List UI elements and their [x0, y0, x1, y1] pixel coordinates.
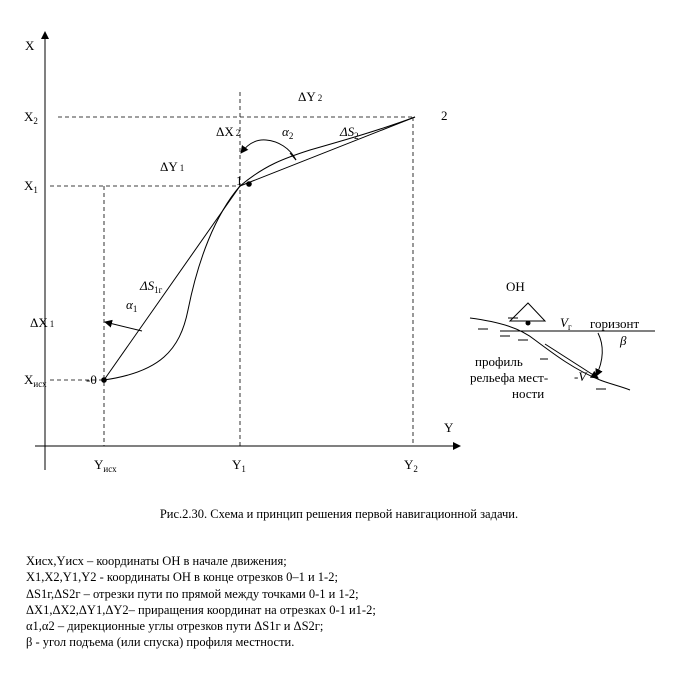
legend-line: ΔX1,ΔX2,ΔY1,ΔY2– приращения координат на отрезках 0-1 и1-2;: [26, 602, 376, 617]
legend-line: Xисх,Yисх – координаты ОН в начале движения;: [26, 554, 287, 568]
inset-profile-line-3: ности: [512, 386, 545, 401]
tick-x2: $X_2$: [24, 109, 38, 126]
alpha2-label: $\alpha_2$: [282, 124, 294, 141]
inset-velocity-g-label: $V_г$: [560, 315, 572, 332]
inset-beta-label: β: [620, 333, 627, 348]
y-axis-label: Y: [444, 420, 454, 435]
segment-1-2: [240, 117, 415, 186]
beta-arc: [596, 333, 602, 376]
dashed-guides: [50, 92, 415, 446]
point-1-dot: [246, 181, 252, 187]
figure-caption: Рис.2.30. Схема и принцип решения первой навигационной задачи.: [159, 507, 519, 521]
tick-yisx: $Y_{исх}$: [94, 457, 117, 474]
ds2-label: $\Delta S_2$: [340, 124, 359, 141]
tick-y2: $Y_2$: [404, 457, 418, 474]
delta-y1-label: ΔY 1: [160, 159, 185, 174]
delta-y2-label: ΔY 2: [298, 89, 323, 104]
legend-line: β - угол подъема (или спуска) профиля местности.: [26, 635, 295, 650]
legend: [26, 553, 376, 651]
inset-object-label: ОН: [506, 279, 525, 294]
point-0-dot: [101, 377, 107, 383]
tick-x1: $X_1$: [24, 178, 38, 195]
inset-profile-line-1: профиль: [475, 354, 523, 369]
legend-line: α1,α2 – дирекционные углы отрезков пути ΔS1г и ΔS2г;: [26, 619, 324, 634]
inset-horizon-label: горизонт: [590, 316, 640, 331]
delta-x2-label: ΔX 2: [216, 124, 241, 139]
legend-line: X1,X2,Y1,Y2 - координаты ОН в конце отрезков 0–1 и 1-2;: [26, 570, 338, 585]
alpha1-arrow: [105, 322, 142, 331]
inset-velocity-label: -V: [574, 369, 587, 384]
point-2-label: 2: [441, 108, 448, 123]
vehicle-center-dot: [526, 321, 531, 326]
delta-x1-label: ΔX 1: [30, 315, 55, 330]
point-1-label: 1: [236, 173, 243, 188]
tick-xisx: $X_{исх}$: [24, 372, 47, 389]
slope-inset: [470, 279, 655, 401]
velocity-arrow: [545, 344, 598, 378]
x-axis-label: X: [25, 38, 35, 53]
alpha1-label: $\alpha_1$: [126, 297, 138, 314]
ds1-label: $\Delta S_{1г}$: [140, 278, 163, 295]
legend-line: ΔS1г,ΔS2г – отрезки пути по прямой между точками 0-1 и 1-2;: [26, 586, 359, 601]
point-0-label: -0: [86, 372, 97, 387]
inset-profile-line-2: рельефа мест-: [470, 370, 549, 385]
tick-y1: $Y_1$: [232, 457, 246, 474]
alpha2-arc-arrow: [241, 140, 296, 160]
